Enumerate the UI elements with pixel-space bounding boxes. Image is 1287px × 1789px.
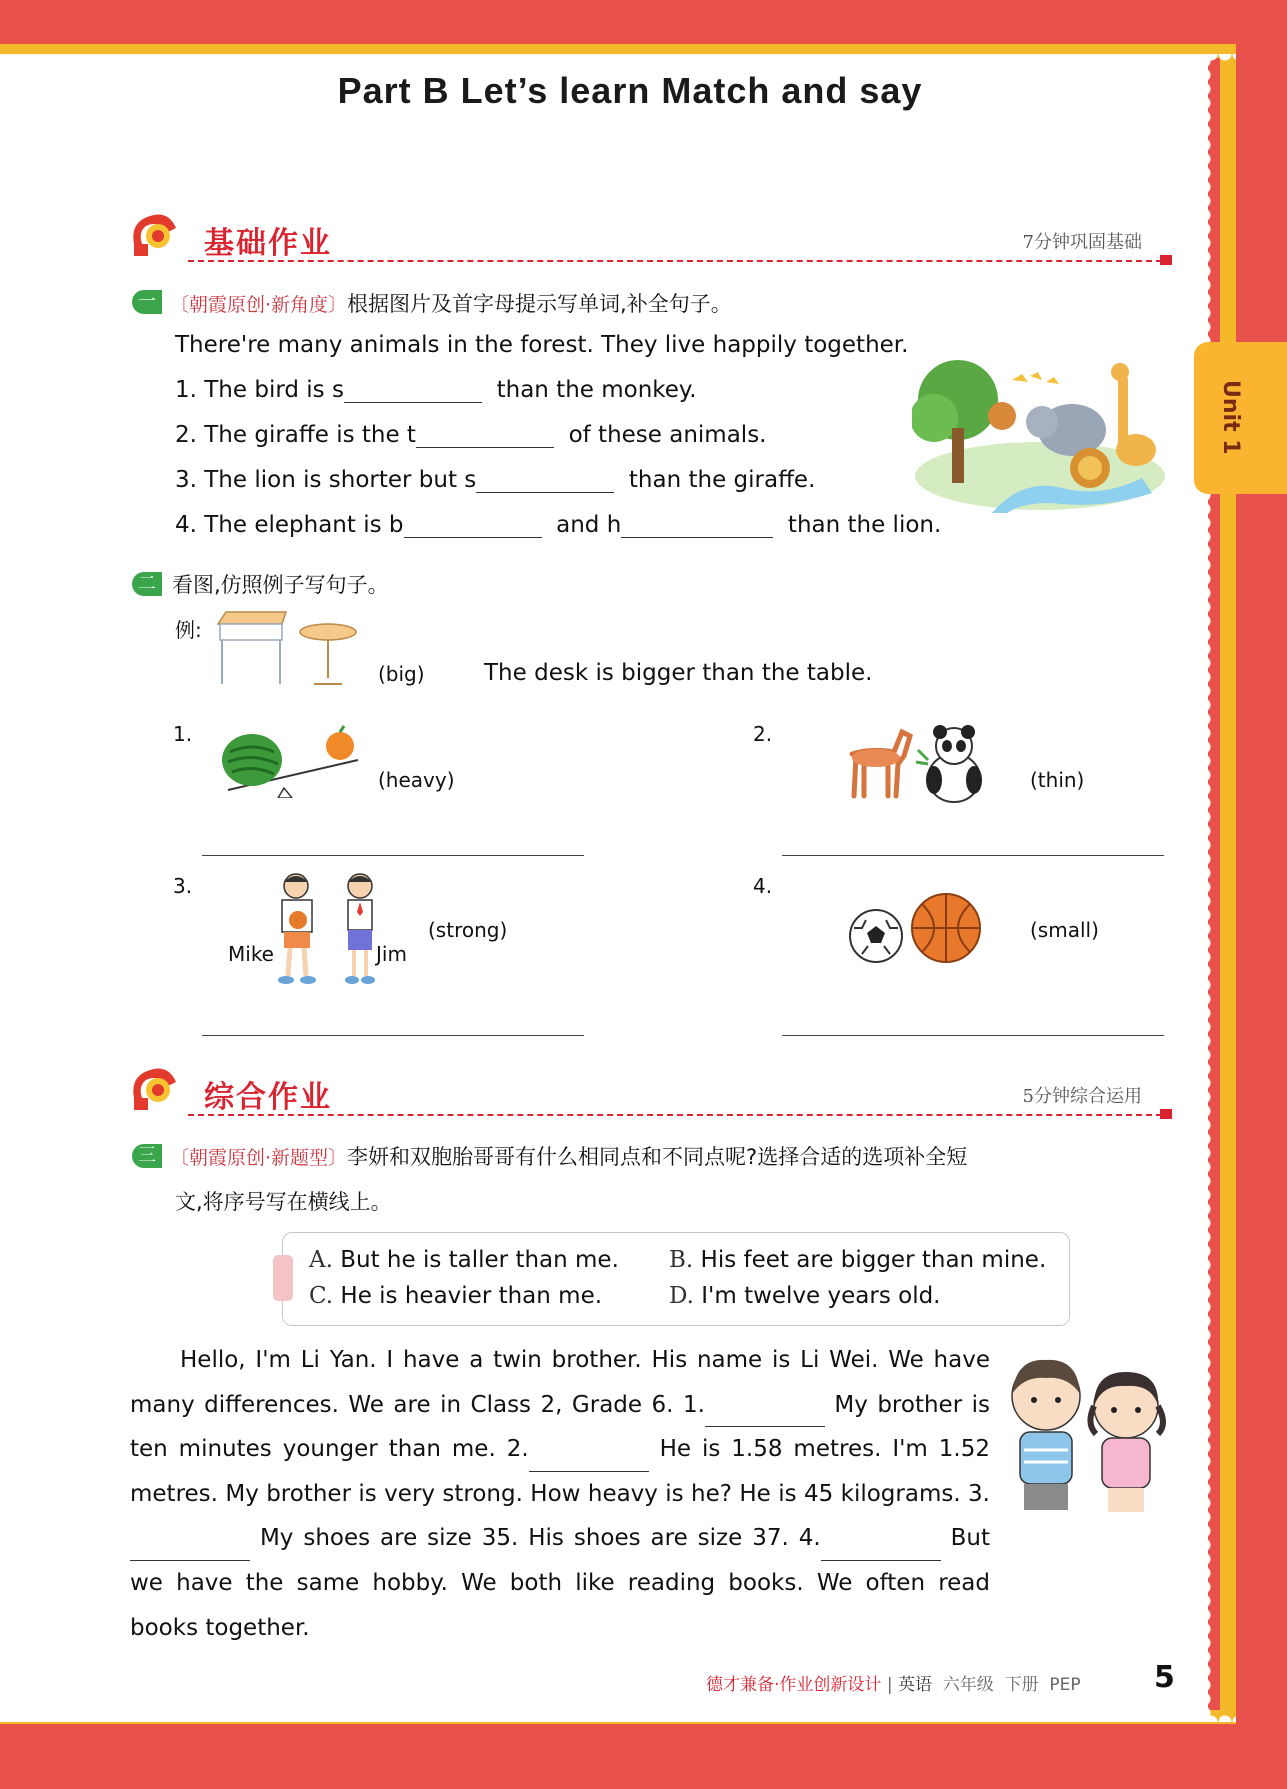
q2-item-3-hint: (strong) (428, 918, 508, 942)
q2-item-4-answer-line[interactable] (782, 1035, 1164, 1036)
q2-item-1-hint: (heavy) (378, 768, 455, 792)
question-1-heading (170, 288, 732, 318)
wave-border-right (1204, 54, 1218, 1722)
q1-item-2: 2. The giraffe is the t of these animals. (175, 422, 767, 448)
answer-blank[interactable] (621, 513, 773, 538)
page-title: Part B Let’s learn Match and say (337, 70, 923, 111)
q2-item-2-hint: (thin) (1030, 768, 1085, 792)
passage-paragraph: Hello, I'm Li Yan. I have a twin brother. His name is Li Wei. We have many differences. We are in Class 2, Grade 6. 1. My brother is ten minutes younger than me. 2. He is 1.58 metres. I'm 1.52 metres. My brother is very strong. How heavy is he? He is 45 kilograms. 3. My shoes are size 35. His shoes are size 37. 4. But we have the same hobby. We both like reading books. We often read books together. (130, 1347, 991, 1641)
option-a[interactable]: A. But he is taller than me. (309, 1247, 619, 1273)
section-title: 综合作业 (204, 1080, 332, 1115)
options-box (282, 1232, 1070, 1326)
passage-blank-1[interactable] (705, 1402, 825, 1427)
question-number-1: 一 (132, 290, 162, 314)
q1-item-3: 3. The lion is shorter but s than the giraffe. (175, 467, 816, 493)
section-header-comprehensive (128, 1060, 1172, 1120)
footer-grade: 六年级 (942, 1675, 994, 1695)
q1-intro: There're many animals in the forest. They live happily together. (175, 332, 909, 358)
page-footer (706, 1660, 1175, 1695)
passage-blank-3[interactable] (130, 1536, 250, 1561)
answer-blank[interactable] (476, 468, 614, 493)
q1-item-4: 4. The elephant is b and h than the lion. (175, 512, 942, 538)
footer-edition: PEP (1049, 1675, 1081, 1695)
question-number-3: 三 (132, 1144, 162, 1168)
example-sentence: The desk is bigger than the table. (484, 660, 873, 686)
option-c[interactable]: C. He is heavier than me. (309, 1283, 603, 1309)
footer-separator: | (886, 1675, 893, 1695)
question-instruction: 根据图片及首字母提示写单词,补全句子。 (347, 292, 732, 316)
answer-blank[interactable] (344, 378, 482, 403)
q2-item-2-number: 2. (753, 722, 773, 746)
page-number: 5 (1154, 1660, 1175, 1695)
example-hint: (big) (378, 662, 425, 686)
jim-label: Jim (376, 942, 407, 966)
dashed-divider (188, 260, 1162, 262)
section-time-note: 7分钟巩固基础 (1022, 232, 1142, 253)
desk-illustration (214, 610, 290, 686)
animals-forest-illustration (912, 358, 1170, 513)
question-tag: 〔朝霞原创·新角度〕 (170, 294, 348, 316)
question-3-heading (170, 1141, 967, 1171)
section-title: 基础作业 (204, 226, 332, 261)
passage-blank-4[interactable] (821, 1536, 941, 1561)
divider-end-mark (1160, 255, 1172, 265)
reading-passage (130, 1338, 1168, 1650)
q1-item-1: 1. The bird is s than the monkey. (175, 377, 697, 403)
question-instruction: 看图,仿照例子写句子。 (172, 573, 389, 597)
football-basketball-illustration (848, 892, 984, 966)
mike-boy-illustration (268, 872, 328, 986)
divider-end-mark (1160, 1109, 1172, 1119)
q2-item-1-answer-line[interactable] (202, 855, 584, 856)
option-d[interactable]: D. I'm twelve years old. (669, 1283, 941, 1309)
footer-volume: 下册 (1004, 1675, 1039, 1695)
q2-item-4-hint: (small) (1030, 918, 1099, 942)
question-instruction: 李妍和双胞胎哥哥有什么相同点和不同点呢?选择合适的选项补全短 (347, 1145, 968, 1169)
answer-blank[interactable] (404, 513, 542, 538)
mike-label: Mike (228, 942, 274, 966)
q2-item-3-answer-line[interactable] (202, 1035, 584, 1036)
question-3-instruction-cont: 文,将序号写在横线上。 (175, 1190, 392, 1214)
q2-item-4-number: 4. (753, 874, 773, 898)
question-tag: 〔朝霞原创·新题型〕 (170, 1147, 348, 1169)
q2-item-3-number: 3. (173, 874, 193, 898)
q2-item-1-number: 1. (173, 722, 193, 746)
section-header-basic (128, 206, 1172, 266)
section-time-note: 5分钟综合运用 (1022, 1086, 1142, 1107)
question-2-heading (172, 569, 389, 599)
dashed-divider (188, 1114, 1162, 1116)
passage-blank-2[interactable] (529, 1447, 649, 1472)
unit-tab[interactable] (1194, 342, 1287, 494)
example-label: 例: (175, 618, 202, 642)
footer-subject: 英语 (897, 1675, 932, 1695)
option-b[interactable]: B. His feet are bigger than mine. (669, 1247, 1047, 1273)
footer-brand: 德才兼备·作业创新设计 (706, 1675, 882, 1695)
answer-blank[interactable] (416, 423, 554, 448)
wave-border-bottom (0, 1708, 1236, 1722)
dog-panda-illustration (842, 720, 992, 804)
unit-tab-label: Unit 1 (1218, 380, 1243, 455)
q2-item-2-answer-line[interactable] (782, 855, 1164, 856)
wave-border-top (0, 54, 1236, 68)
jim-boy-illustration (338, 872, 382, 986)
helmet-icon (128, 1064, 180, 1112)
table-illustration (296, 622, 360, 686)
question-number-2: 二 (132, 572, 162, 596)
options-box-tab (273, 1255, 293, 1301)
watermelon-orange-seesaw-illustration (222, 722, 362, 798)
helmet-icon (128, 210, 180, 258)
